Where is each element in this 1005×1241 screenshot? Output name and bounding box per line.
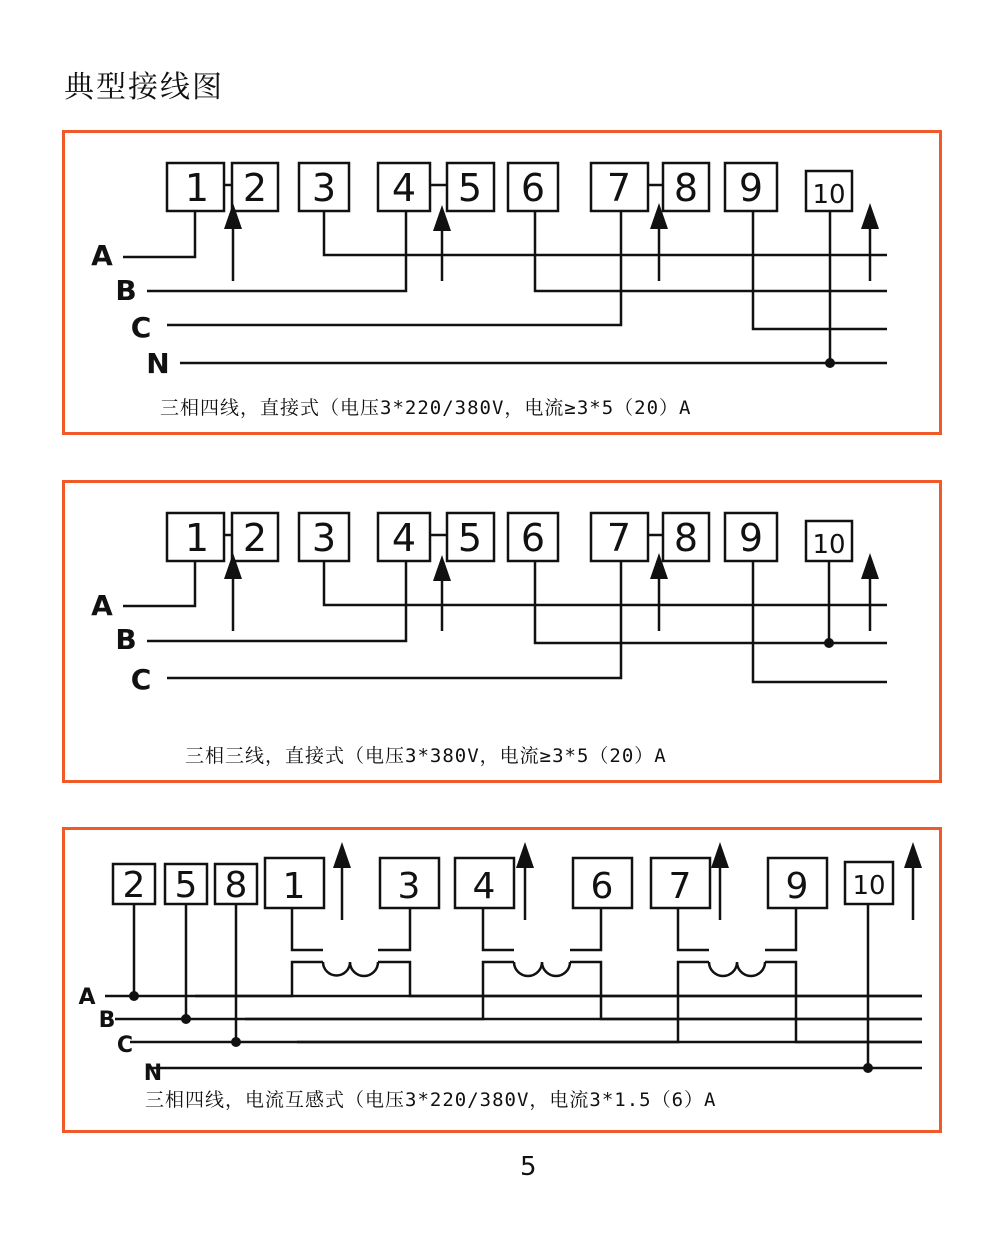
wiring-diagram-three-wire-direct bbox=[65, 483, 939, 780]
wiring-diagram-four-wire-direct bbox=[65, 133, 939, 432]
terminal-label: 2 bbox=[122, 865, 146, 906]
diagram-caption: 三相三线，直接式（电压3*380V，电流≥3*5（20）A bbox=[185, 745, 667, 767]
terminal-label: 5 bbox=[457, 166, 483, 210]
page-number: 5 bbox=[520, 1152, 537, 1182]
line-label: N bbox=[143, 1061, 163, 1086]
terminal-label: 9 bbox=[738, 516, 764, 560]
terminal-label: 7 bbox=[606, 166, 632, 210]
terminal-label: 4 bbox=[472, 866, 496, 907]
line-label: N bbox=[146, 347, 170, 380]
line-label: C bbox=[130, 663, 152, 696]
page-title: 典型接线图 bbox=[64, 70, 224, 105]
terminal-label: 3 bbox=[311, 166, 337, 210]
terminal-label: 1 bbox=[184, 516, 210, 560]
terminal-label: 2 bbox=[242, 166, 268, 210]
terminal-label: 8 bbox=[673, 166, 699, 210]
line-label: A bbox=[91, 589, 113, 622]
line-label: A bbox=[91, 239, 113, 272]
terminal-label: 2 bbox=[242, 516, 268, 560]
line-label: B bbox=[115, 274, 137, 307]
terminal-label: 7 bbox=[606, 516, 632, 560]
diagram-panel-four-wire-direct bbox=[62, 130, 942, 435]
terminal-label: 8 bbox=[673, 516, 699, 560]
terminal-label: 6 bbox=[520, 166, 546, 210]
terminal-label: 9 bbox=[785, 866, 809, 907]
terminal-label: 3 bbox=[311, 516, 337, 560]
terminal-label: 4 bbox=[391, 166, 417, 210]
diagram-caption: 三相四线，直接式（电压3*220/380V，电流≥3*5（20）A bbox=[160, 397, 692, 419]
terminal-label: 10 bbox=[812, 530, 846, 560]
line-label: B bbox=[115, 623, 137, 656]
terminal-label: 4 bbox=[391, 516, 417, 560]
line-label: A bbox=[78, 985, 96, 1010]
terminal-label: 1 bbox=[184, 166, 210, 210]
terminal-label: 3 bbox=[397, 866, 421, 907]
terminal-label: 5 bbox=[174, 865, 198, 906]
terminal-label: 10 bbox=[852, 871, 886, 901]
terminal-label: 8 bbox=[224, 865, 248, 906]
line-label: C bbox=[130, 311, 152, 344]
diagram-panel-four-wire-ct bbox=[62, 827, 942, 1133]
line-label: B bbox=[98, 1008, 116, 1033]
terminal-label: 9 bbox=[738, 166, 764, 210]
terminal-label: 1 bbox=[282, 866, 306, 907]
diagram-panel-three-wire-direct bbox=[62, 480, 942, 783]
terminal-label: 6 bbox=[590, 866, 614, 907]
terminal-label: 10 bbox=[812, 180, 846, 210]
terminal-label: 6 bbox=[520, 516, 546, 560]
line-label: C bbox=[116, 1033, 134, 1058]
diagram-caption: 三相四线，电流互感式（电压3*220/380V，电流3*1.5（6）A bbox=[145, 1089, 717, 1111]
terminal-label: 7 bbox=[668, 866, 692, 907]
terminal-label: 5 bbox=[457, 516, 483, 560]
